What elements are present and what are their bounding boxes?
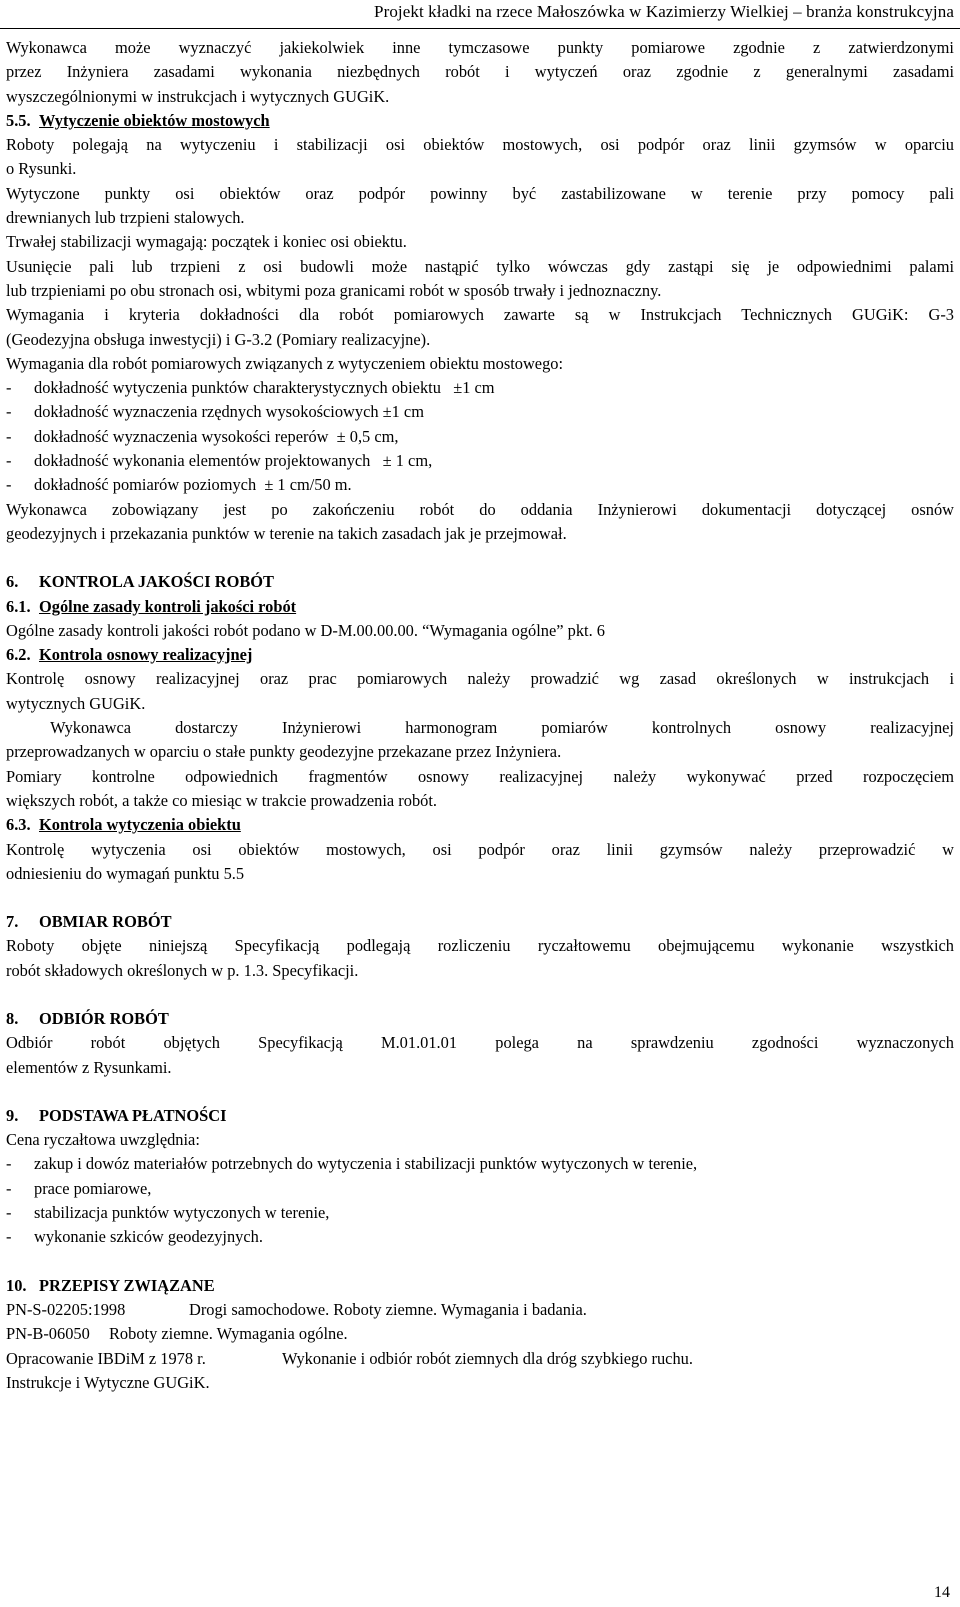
document-body bbox=[6, 36, 954, 1395]
section-title: PODSTAWA PŁATNOŚCI bbox=[39, 1105, 227, 1125]
paragraph: o Rysunki. bbox=[6, 159, 77, 179]
section-heading-10 bbox=[6, 1274, 954, 1298]
section-heading-7 bbox=[6, 910, 954, 934]
requirements-list bbox=[6, 376, 954, 497]
paragraph: Wykonawca może wyznaczyć jakiekolwiek inne tymczasowe punkty pomiarowe zgodnie z zatwierdzonymi bbox=[6, 38, 954, 57]
references-list bbox=[6, 1298, 954, 1395]
payment-list bbox=[6, 1152, 954, 1249]
paragraph: Ogólne zasady kontroli jakości robót podano w D-M.00.00.00. “Wymagania ogólne” pkt. 6 bbox=[6, 620, 605, 640]
section-number: 8. bbox=[6, 1008, 19, 1028]
section-heading-6 bbox=[6, 570, 954, 594]
section-title: OBMIAR ROBÓT bbox=[39, 912, 172, 932]
section-number: 6.3. bbox=[6, 815, 31, 835]
section-heading-9 bbox=[6, 1104, 954, 1128]
section-heading-5-5 bbox=[6, 109, 954, 133]
section-number: 6.2. bbox=[6, 645, 31, 665]
page-header bbox=[0, 0, 960, 29]
paragraph: Pomiary kontrolne odpowiednich fragmentów osnowy realizacyjnej należy wykonywać przed rozpoczęciem bbox=[6, 766, 954, 786]
list-item: - dokładność wykonania elementów projektowanych ± 1 cm, bbox=[6, 451, 433, 471]
list-item: - dokładność pomiarów poziomych ± 1 cm/50 m. bbox=[6, 475, 352, 495]
paragraph: robót składowych określonych w p. 1.3. Specyfikacji. bbox=[6, 960, 359, 980]
list-item: PN-B-06050 Roboty ziemne. Wymagania ogólne. bbox=[6, 1324, 348, 1344]
section-title: Kontrola wytyczenia obiektu bbox=[39, 815, 241, 835]
paragraph: wytycznych GUGiK. bbox=[6, 693, 146, 713]
paragraph: lub trzpieniami po obu stronach osi, wbitymi poza granicami robót w sposób trwały i jednoznaczny. bbox=[6, 280, 662, 300]
paragraph: Wytyczone punkty osi obiektów oraz podpór powinny być zastabilizowane w terenie przy pomocy pali bbox=[6, 183, 954, 203]
paragraph: Usunięcie pali lub trzpieni z osi budowli może nastąpić tylko wówczas gdy zastąpi się je odpowiednimi palami bbox=[6, 256, 954, 276]
section-number: 9. bbox=[6, 1105, 19, 1125]
paragraph: Roboty polegają na wytyczeniu i stabilizacji osi obiektów mostowych, osi podpór oraz linii gzymsów w oparciu bbox=[6, 135, 954, 155]
paragraph: Cena ryczałtowa uwzględnia: bbox=[6, 1130, 200, 1150]
paragraph: przeprowadzanych w oparciu o stałe punkty geodezyjne przekazane przez Inżyniera. bbox=[6, 742, 562, 762]
list-item: Opracowanie IBDiM z 1978 r. Wykonanie i odbiór robót ziemnych dla dróg szybkiego ruchu. bbox=[6, 1348, 693, 1368]
list-item: - dokładność wyznaczenia wysokości reperów ± 0,5 cm, bbox=[6, 426, 399, 446]
section-number: 6.1. bbox=[6, 596, 31, 616]
paragraph: wyszczególnionymi w instrukcjach i wytycznych GUGiK. bbox=[6, 86, 390, 106]
section-number: 7. bbox=[6, 912, 19, 932]
header-title: Projekt kładki na rzece Małoszówka w Kazimierzy Wielkiej – branża konstrukcyjna bbox=[374, 2, 954, 21]
section-title: PRZEPISY ZWIĄZANE bbox=[39, 1275, 215, 1295]
section-title: Wytyczenie obiektów mostowych bbox=[39, 110, 270, 130]
section-number: 6. bbox=[6, 572, 19, 592]
section-number: 5.5. bbox=[6, 110, 31, 130]
paragraph: Kontrolę wytyczenia osi obiektów mostowych, osi podpór oraz linii gzymsów należy przeprowadzić w bbox=[6, 839, 954, 859]
list-item: - dokładność wytyczenia punktów charakterystycznych obiektu ±1 cm bbox=[6, 378, 495, 398]
paragraph: Wymagania i kryteria dokładności dla robót pomiarowych zawarte są w Instrukcjach Technicznych GUGiK: G-3 bbox=[6, 305, 954, 325]
section-title: KONTROLA JAKOŚCI ROBÓT bbox=[39, 572, 274, 592]
paragraph: Roboty objęte niniejszą Specyfikacją podlegają rozliczeniu ryczałtowemu obejmującemu wykonanie wszystkich bbox=[6, 936, 954, 956]
paragraph: Wykonawca dostarczy Inżynierowi harmonogram pomiarów kontrolnych osnowy realizacyjnej bbox=[6, 718, 954, 738]
list-item: PN-S-02205:1998 Drogi samochodowe. Roboty ziemne. Wymagania i badania. bbox=[6, 1299, 587, 1319]
paragraph: Wykonawca zobowiązany jest po zakończeniu robót do oddania Inżynierowi dokumentacji dotyczącej osnów bbox=[6, 499, 954, 519]
paragraph: Odbiór robót objętych Specyfikacją M.01.01.01 polega na sprawdzeniu zgodności wyznaczonych bbox=[6, 1033, 954, 1053]
section-heading-6-2 bbox=[6, 643, 954, 667]
page-number: 14 bbox=[934, 1584, 950, 1601]
paragraph: Kontrolę osnowy realizacyjnej oraz prac pomiarowych należy prowadzić wg zasad określonych w instrukcjach i bbox=[6, 669, 954, 689]
section-number: 10. bbox=[6, 1275, 27, 1295]
section-title: ODBIÓR ROBÓT bbox=[39, 1008, 169, 1028]
paragraph: drewnianych lub trzpieni stalowych. bbox=[6, 208, 245, 228]
paragraph: elementów z Rysunkami. bbox=[6, 1057, 172, 1077]
section-heading-6-1 bbox=[6, 595, 954, 619]
section-title: Kontrola osnowy realizacyjnej bbox=[39, 645, 253, 665]
paragraph: Trwałej stabilizacji wymagają: początek i koniec osi obiektu. bbox=[6, 232, 407, 252]
list-item: Instrukcje i Wytyczne GUGiK. bbox=[6, 1372, 210, 1392]
list-item: - prace pomiarowe, bbox=[6, 1178, 152, 1198]
paragraph: odniesieniu do wymagań punktu 5.5 bbox=[6, 863, 245, 883]
paragraph: Wymagania dla robót pomiarowych związanych z wytyczeniem obiektu mostowego: bbox=[6, 353, 564, 373]
section-title: Ogólne zasady kontroli jakości robót bbox=[39, 596, 297, 616]
section-heading-6-3 bbox=[6, 813, 954, 837]
paragraph: (Geodezyjna obsługa inwestycji) i G-3.2 (Pomiary realizacyjne). bbox=[6, 329, 431, 349]
list-item: - zakup i dowóz materiałów potrzebnych do wytyczenia i stabilizacji punktów wytyczonych w terenie, bbox=[6, 1154, 698, 1174]
section-heading-8 bbox=[6, 1007, 954, 1031]
paragraph: przez Inżyniera zasadami wykonania niezbędnych robót i wytyczeń oraz zgodnie z generalnymi zasadami bbox=[6, 62, 954, 82]
list-item: - dokładność wyznaczenia rzędnych wysokościowych ±1 cm bbox=[6, 402, 424, 422]
paragraph: większych robót, a także co miesiąc w trakcie prowadzenia robót. bbox=[6, 790, 437, 810]
list-item: - wykonanie szkiców geodezyjnych. bbox=[6, 1227, 263, 1247]
paragraph: geodezyjnych i przekazania punktów w terenie na takich zasadach jak je przejmował. bbox=[6, 523, 567, 543]
list-item: - stabilizacja punktów wytyczonych w terenie, bbox=[6, 1203, 330, 1223]
